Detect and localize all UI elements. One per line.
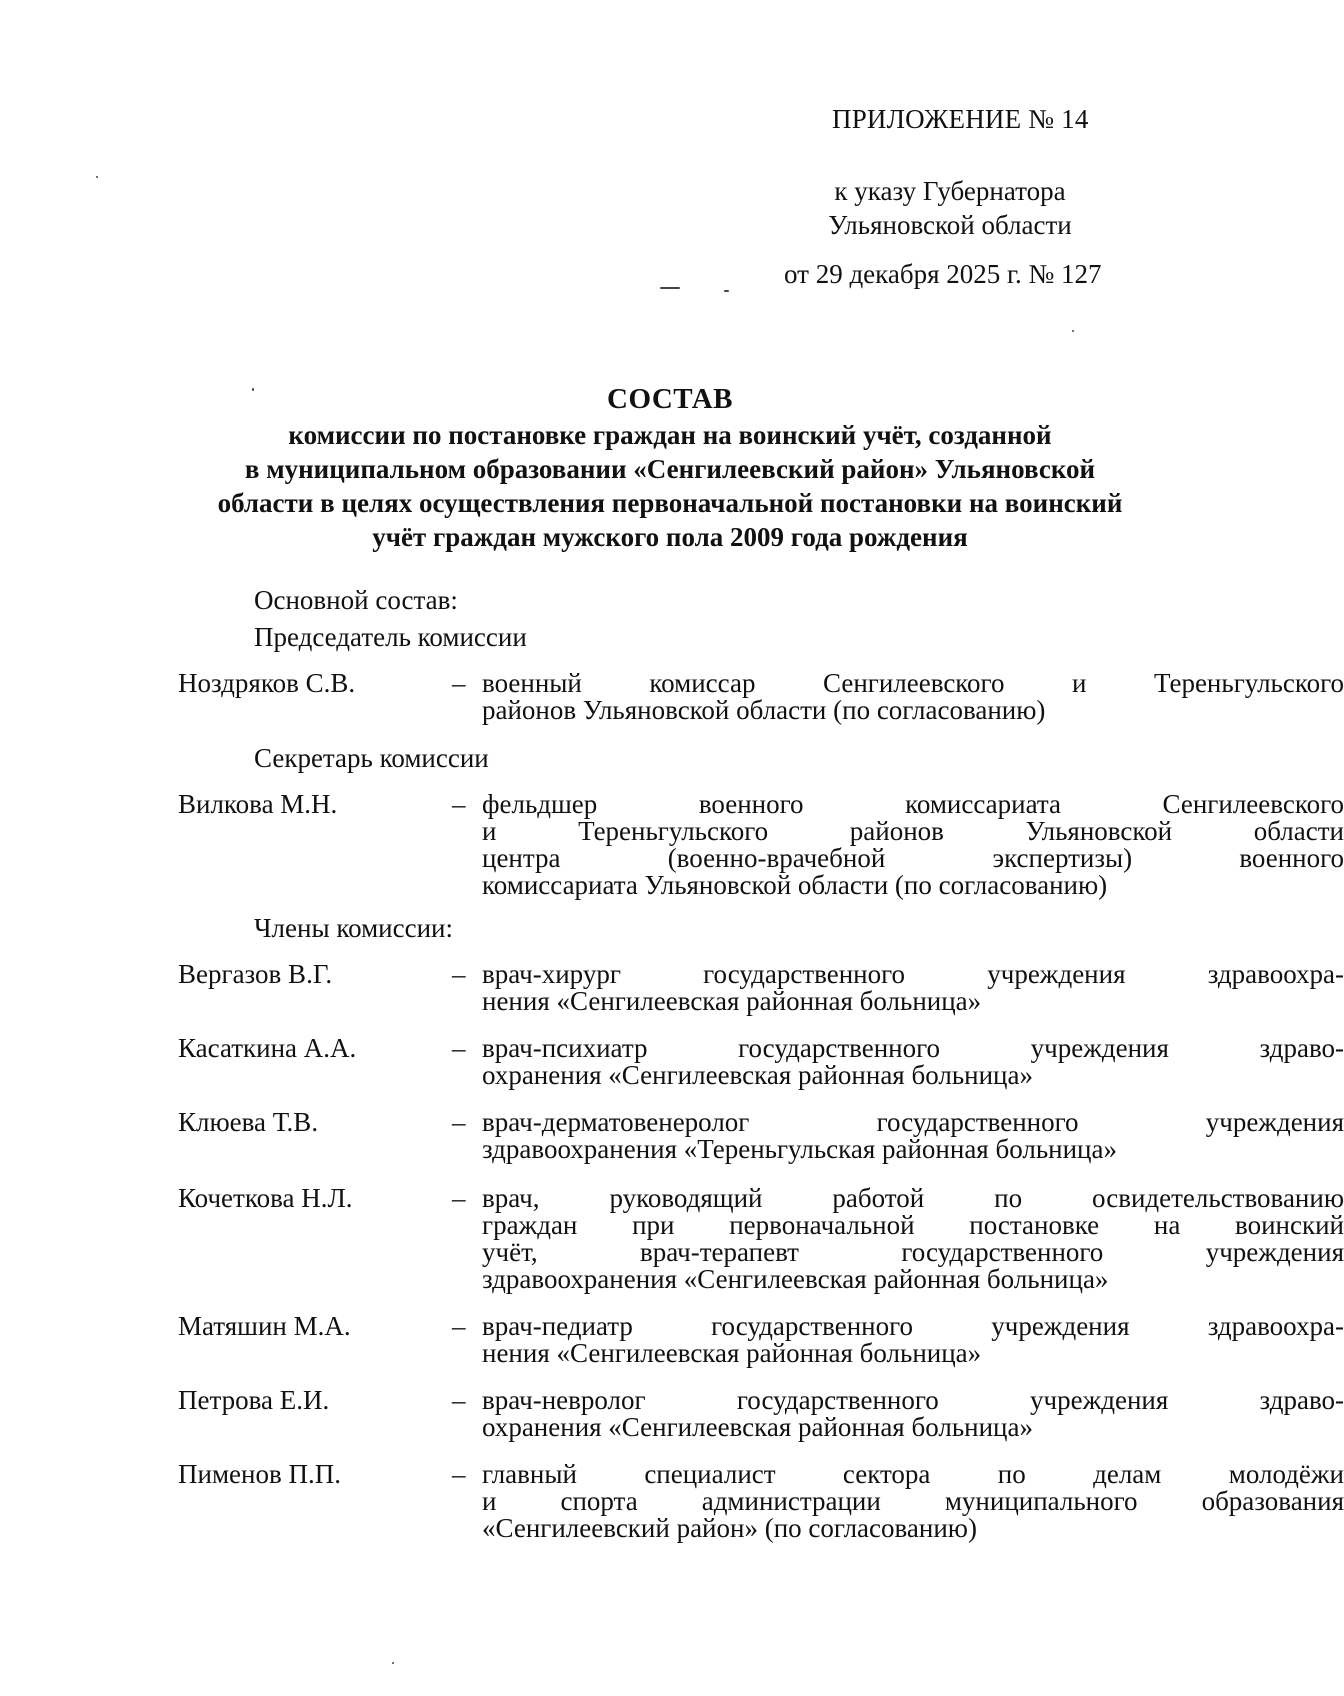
secretary-label: Секретарь комиссии bbox=[254, 743, 489, 773]
role-line: здравоохранения «Тереньгульская районная больница» bbox=[482, 1134, 1117, 1164]
member-role bbox=[482, 670, 1344, 724]
scan-speck bbox=[392, 1662, 394, 1664]
decree-date: от 29 декабря 2025 г. № 127 bbox=[784, 259, 1102, 289]
role-line: военный комиссар Сенгилеевского и Тереньгульского bbox=[482, 668, 1344, 698]
subtitle-line: в муниципальном образовании «Сенгилеевский район» Ульяновской bbox=[244, 454, 1096, 484]
role-line: врач-хирург государственного учреждения здравоохра- bbox=[482, 959, 1344, 989]
chairman-label: Председатель комиссии bbox=[254, 622, 527, 652]
role-line: нения «Сенгилеевская районная больница» bbox=[482, 1338, 982, 1368]
member-role bbox=[482, 1035, 1344, 1089]
role-line: учёт, врач-терапевт государственного учреждения bbox=[482, 1237, 1344, 1267]
role-line: «Сенгилеевский район» (по согласованию) bbox=[482, 1513, 977, 1543]
role-line: районов Ульяновской области (по согласованию) bbox=[482, 695, 1046, 725]
role-line: врач-психиатр государственного учреждения здраво- bbox=[482, 1033, 1344, 1063]
member-name: Матяшин М.А. bbox=[178, 1311, 351, 1341]
dash: – bbox=[452, 959, 466, 989]
role-line: врач-дерматовенеролог государственного учреждения bbox=[482, 1107, 1344, 1137]
scan-speck bbox=[252, 388, 254, 391]
appendix-number: ПРИЛОЖЕНИЕ № 14 bbox=[832, 104, 1089, 134]
document-subtitle bbox=[160, 418, 1180, 554]
main-composition-label: Основной состав: bbox=[254, 585, 458, 615]
member-role bbox=[482, 791, 1344, 899]
role-line: и Тереньгульского районов Ульяновской области bbox=[482, 816, 1344, 846]
role-line: и спорта администрации муниципального образования bbox=[482, 1486, 1344, 1516]
member-role bbox=[482, 961, 1344, 1015]
member-role bbox=[482, 1461, 1344, 1542]
scan-speck bbox=[1072, 330, 1074, 332]
role-line: охранения «Сенгилеевская районная больница» bbox=[482, 1412, 1033, 1442]
dash: – bbox=[452, 1107, 466, 1137]
scan-speck bbox=[660, 287, 680, 289]
dash: – bbox=[452, 1183, 466, 1213]
dash: – bbox=[452, 1311, 466, 1341]
member-name: Клюева Т.В. bbox=[178, 1107, 319, 1137]
role-line: центра (военно-врачебной экспертизы) военного bbox=[482, 843, 1344, 873]
decree-line: к указу Губернатора bbox=[834, 176, 1066, 206]
role-line: врач-педиатр государственного учреждения здравоохра- bbox=[482, 1311, 1344, 1341]
role-line: врач-невролог государственного учреждения здраво- bbox=[482, 1385, 1344, 1415]
role-line: граждан при первоначальной постановке на воинский bbox=[482, 1210, 1344, 1240]
member-name: Касаткина А.А. bbox=[178, 1033, 357, 1063]
member-name: Кочеткова Н.Л. bbox=[178, 1183, 353, 1213]
member-role bbox=[482, 1313, 1344, 1367]
scan-speck bbox=[724, 290, 729, 292]
role-line: комиссариата Ульяновской области (по согласованию) bbox=[482, 870, 1108, 900]
dash: – bbox=[452, 1459, 466, 1489]
member-role bbox=[482, 1109, 1344, 1163]
role-line: охранения «Сенгилеевская районная больница» bbox=[482, 1060, 1033, 1090]
decree-reference bbox=[790, 174, 1110, 242]
subtitle-line: области в целях осуществления первоначальной постановки на воинский bbox=[217, 488, 1123, 518]
role-line: нения «Сенгилеевская районная больница» bbox=[482, 986, 982, 1016]
role-line: главный специалист сектора по делам молодёжи bbox=[482, 1459, 1344, 1489]
document-title: СОСТАВ bbox=[607, 383, 733, 415]
role-line: здравоохранения «Сенгилеевская районная больница» bbox=[482, 1264, 1109, 1294]
member-name: Пименов П.П. bbox=[178, 1459, 341, 1489]
dash: – bbox=[452, 789, 466, 819]
members-label: Члены комиссии: bbox=[254, 913, 453, 943]
member-role bbox=[482, 1387, 1344, 1441]
role-line: врач, руководящий работой по освидетельствованию bbox=[482, 1183, 1344, 1213]
member-name: Вергазов В.Г. bbox=[178, 959, 333, 989]
member-name: Вилкова М.Н. bbox=[178, 789, 338, 819]
subtitle-line: учёт граждан мужского пола 2009 года рождения bbox=[372, 522, 968, 552]
member-name: Петрова Е.И. bbox=[178, 1385, 330, 1415]
member-name: Ноздряков С.В. bbox=[178, 668, 356, 698]
scan-speck bbox=[96, 176, 98, 178]
subtitle-line: комиссии по постановке граждан на воинский учёт, созданной bbox=[288, 420, 1052, 450]
dash: – bbox=[452, 1033, 466, 1063]
member-role bbox=[482, 1185, 1344, 1293]
role-line: фельдшер военного комиссариата Сенгилеевского bbox=[482, 789, 1344, 819]
decree-line: Ульяновской области bbox=[828, 210, 1072, 240]
dash: – bbox=[452, 668, 466, 698]
dash: – bbox=[452, 1385, 466, 1415]
